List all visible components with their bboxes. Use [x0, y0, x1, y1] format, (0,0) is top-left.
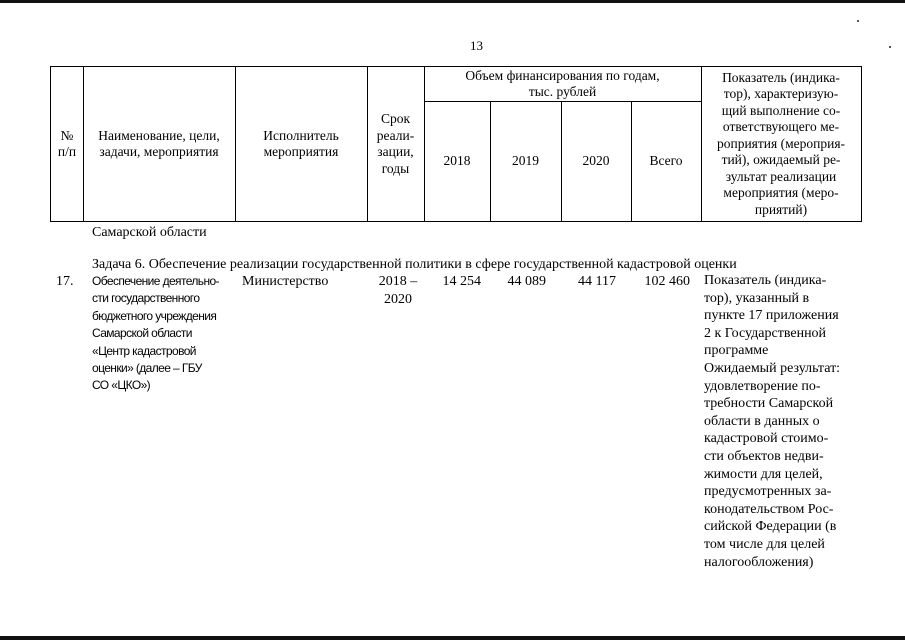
row-name-line: Обеспечение деятельно-	[92, 274, 219, 288]
row-term-line: 2020	[384, 292, 412, 307]
scan-speck	[889, 46, 891, 48]
row-indicator-line: кадастровой стоимо-	[704, 431, 829, 447]
row-value-2018: 14 254	[442, 274, 481, 289]
header-number: № п/п	[57, 127, 77, 159]
row-indicator-line: предусмотренных за-	[704, 484, 832, 500]
row-indicator-line: налогообложения)	[704, 554, 814, 570]
row-indicator-line: том числе для целей	[704, 536, 825, 552]
page-number: 13	[470, 38, 483, 53]
header-year-2020: 2020	[582, 152, 610, 168]
row-indicator-line: Показатель (индика-	[704, 273, 827, 288]
row-term	[370, 273, 426, 309]
row-name-line: «Центр кадастровой	[92, 343, 196, 358]
row-name	[92, 273, 240, 395]
scan-edge-bottom	[0, 636, 905, 640]
row-name-line: сти государственного	[92, 291, 200, 306]
header-term: Срок реали- зации, годы	[376, 111, 415, 176]
row-indicator-line: области в данных о	[704, 413, 820, 429]
row-indicator-line: требности Самарской	[704, 396, 834, 412]
row-indicator-line: жимости для целей,	[704, 466, 823, 482]
row-indicator-line: тор), указанный в	[704, 290, 810, 306]
header-name: Наименование, цели, задачи, мероприятия	[98, 127, 220, 159]
row-executor: Министерство	[242, 274, 329, 289]
header-indicator: Показатель (индика- тор), характеризую- щий выполнение со- ответствующего ме- роприятия (мероприя- тий), ожидаемый ре- зультат реализации мероприятия (меро- приятий)	[716, 69, 846, 217]
carry-over-text: Самарской области	[92, 225, 207, 240]
row-value-2019: 44 089	[507, 274, 546, 289]
row-indicator-line: Ожидаемый результат:	[704, 360, 841, 376]
row-value-2020: 44 117	[578, 274, 616, 289]
row-name-line: Самарской области	[92, 326, 192, 341]
row-name-line: СО «ЦКО»)	[92, 378, 151, 393]
row-indicator-line: программе	[704, 343, 769, 359]
header-total: Всего	[649, 152, 683, 168]
scan-speck	[857, 20, 859, 22]
row-number: 17.	[56, 274, 74, 289]
header-year-2019: 2019	[512, 152, 539, 168]
scan-edge-top	[0, 0, 905, 3]
task-heading: Задача 6. Обеспечение реализации государственной политики в сфере государственной кадастровой оценки	[92, 257, 737, 272]
row-indicator-line: пункте 17 приложения	[704, 308, 839, 324]
table-header	[50, 66, 862, 222]
row-name-line: бюджетного учреждения	[92, 308, 217, 323]
row-term-line: 2018 –	[378, 274, 418, 289]
row-indicator-line: 2 к Государственной	[704, 325, 827, 341]
header-year-2018: 2018	[443, 152, 471, 168]
row-indicator-line: сти объектов недви-	[704, 448, 824, 464]
header-executor: Исполнитель мероприятия	[263, 127, 339, 159]
row-value-total: 102 460	[644, 274, 690, 289]
row-name-line: оценки» (далее – ГБУ	[92, 361, 202, 376]
row-indicator-line: удовлетворение по-	[704, 378, 821, 394]
row-indicator-line: конодательством Рос-	[704, 501, 834, 517]
header-funding: Объем финансирования по годам, тыс. рублей	[465, 67, 660, 99]
row-indicator	[704, 272, 872, 571]
row-indicator-line: сийской Федерации (в	[704, 519, 837, 535]
